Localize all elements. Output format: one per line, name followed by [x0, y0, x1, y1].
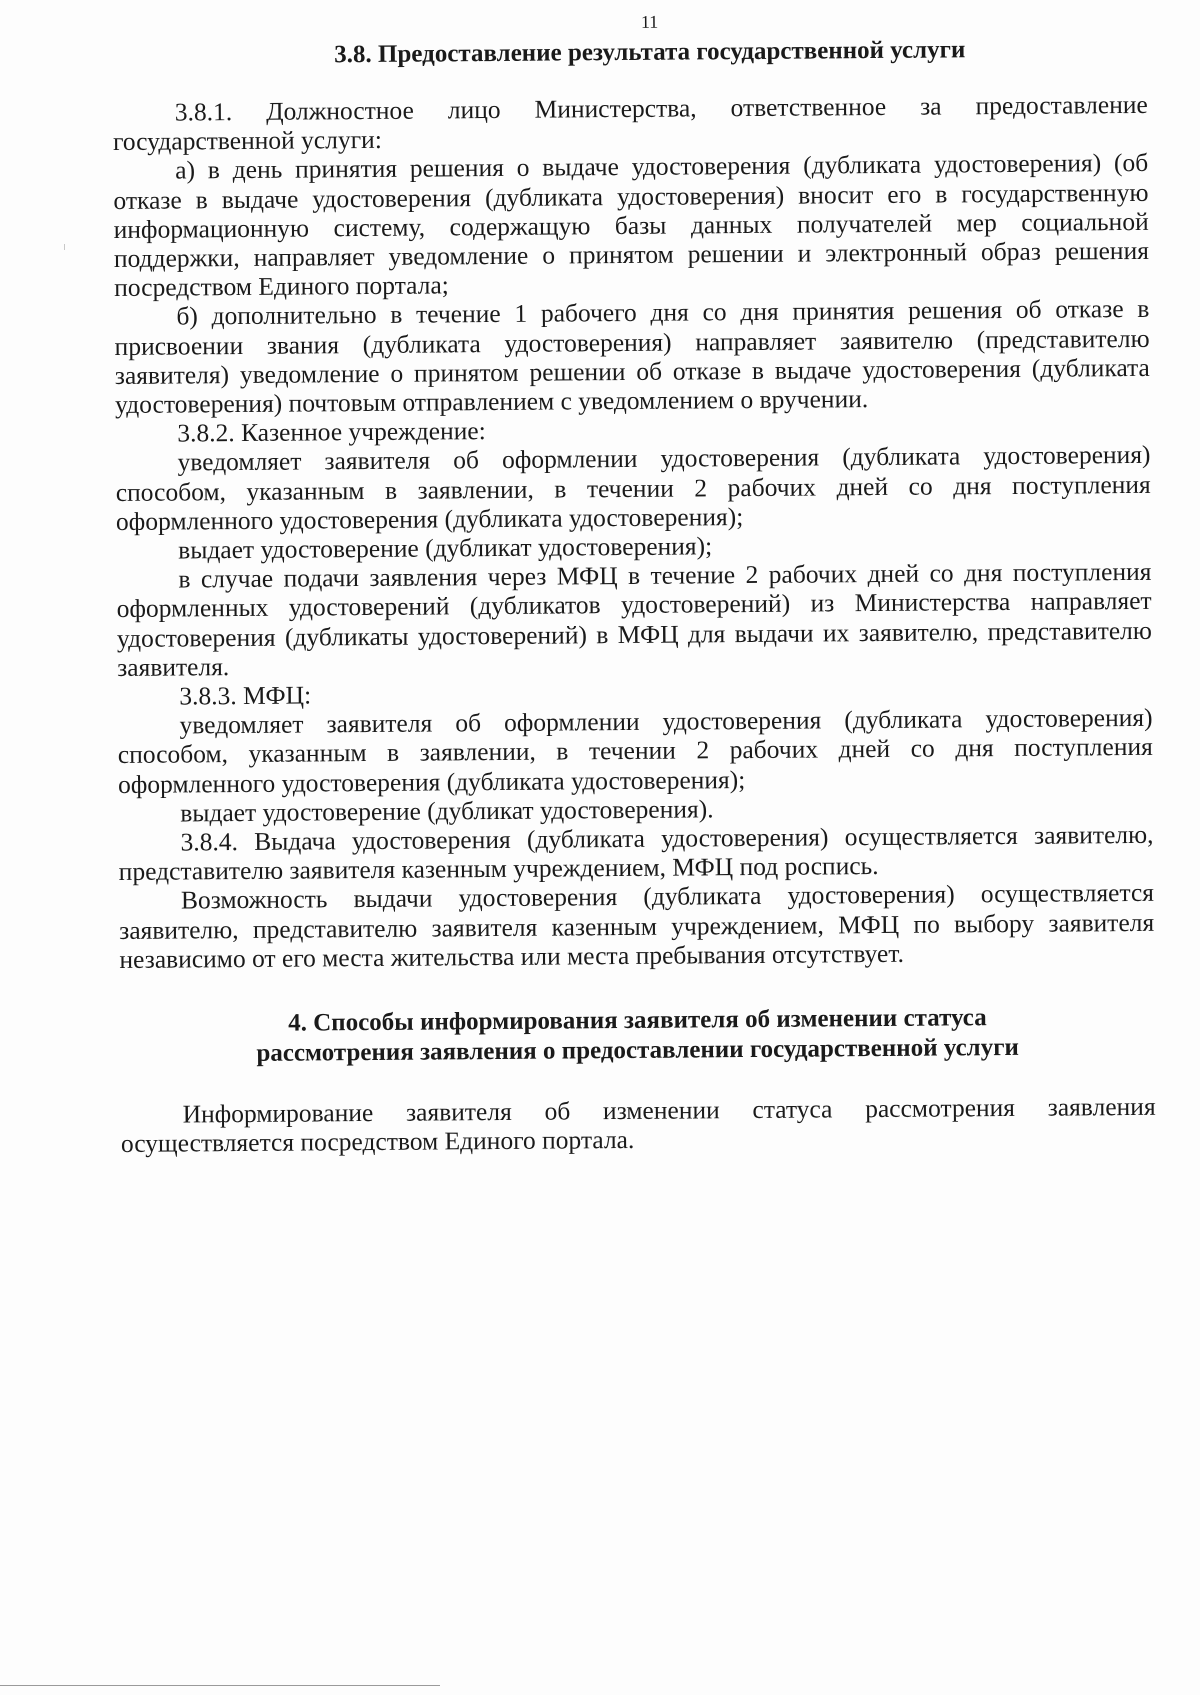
paragraph-3-8-4: 3.8.4. Выдача удостоверения (дубликата удостоверения) осуществляется заявителю, представителю заявителя казенным учреждением, МФЦ под роспись. — [118, 819, 1154, 887]
paragraph-notify-kazennoe: уведомляет заявителя об оформлении удостоверения (дубликата удостоверения) способом, указанным в заявлении, в течении 2 рабочих дней со дня поступления оформленного удостоверения (дубликата удостоверения); — [115, 440, 1151, 536]
section-4-heading — [120, 1002, 1155, 1070]
scan-mark — [64, 244, 65, 250]
section-4-heading-line2: рассмотрения заявления о предоставлении государственной услуги — [256, 1034, 1020, 1067]
paragraph-item-b: б) дополнительно в течение 1 рабочего дня со дня принятия решения об отказе в присвоении звания (дубликата удостоверения) направляет заявителю (представителю заявителя) уведомление о принятом решении об отказе в выдаче удостоверения (дубликата удостоверения) почтовым отправлением с уведомлением о вручении. — [114, 294, 1150, 420]
paragraph-issue-kazennoe: выдает удостоверение (дубликат удостоверения); — [178, 531, 713, 565]
section-4-heading-line1: 4. Способы информирования заявителя об изменении статуса — [288, 1004, 987, 1037]
paragraph-possibility: Возможность выдачи удостоверения (дубликата удостоверения) осуществляется заявителю, представителю заявителя казенным учреждением, МФЦ по выбору заявителя независимо от его места жительства или места пребывания отсутствует. — [119, 878, 1155, 974]
paragraph-item-a: а) в день принятия решения о выдаче удостоверения (дубликата удостоверения) (об отказе в выдаче удостоверения (дубликата удостоверения) вносит его в государственную информационную систему, содержащую базы данных получателей мер социальной поддержки, направляет уведомление о принятом решении и электронный образ решения посредством Единого портала; — [113, 148, 1150, 303]
section-title: 3.8. Предоставление результата государственной услуги — [334, 36, 966, 69]
paragraph-3-8-3: 3.8.3. МФЦ: — [179, 680, 312, 711]
page-number: 11 — [640, 11, 659, 32]
paragraph-3-8-1: 3.8.1. Должностное лицо Министерства, ответственное за предоставление государственной услуги: — [112, 89, 1148, 157]
document-content — [112, 6, 1156, 1159]
paragraph-notify-mfc: уведомляет заявителя об оформлении удостоверения (дубликата удостоверения) способом, указанным в заявлении, в течении 2 рабочих дней со дня поступления оформленного удостоверения (дубликата удостоверения); — [117, 703, 1153, 799]
paragraph-informing: Информирование заявителя об изменении статуса рассмотрения заявления осуществляется посредством Единого портала. — [120, 1091, 1156, 1159]
paragraph-3-8-2: 3.8.2. Казенное учреждение: — [177, 416, 486, 448]
paragraph-mfc-transfer: в случае подачи заявления через МФЦ в течение 2 рабочих дней со дня поступления оформленных удостоверений (дубликатов удостоверений) из Министерства направляет удостоверения (дубликаты удостоверений) в МФЦ для выдачи их заявителю, представителю заявителя. — [116, 557, 1152, 682]
paragraph-issue-mfc: выдает удостоверение (дубликат удостоверения). — [180, 794, 714, 828]
scan-bottom-rule — [0, 1685, 440, 1686]
